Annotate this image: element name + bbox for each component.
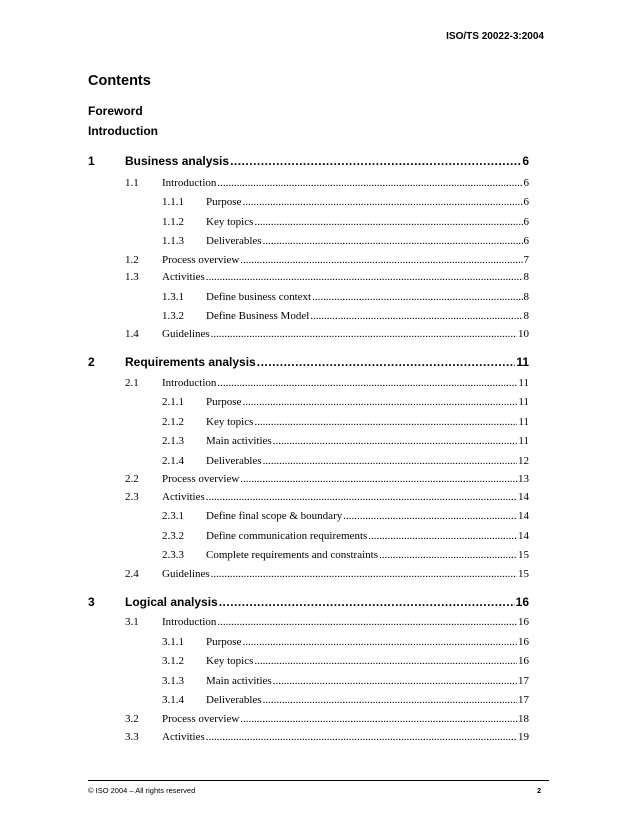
toc-entry-title: Key topics [206,655,254,667]
footer-page-number: 2 [537,786,542,795]
toc-entry-number: 2 [88,355,95,369]
toc-entry-level-2[interactable] [125,713,529,725]
toc-entry-title: Define Business Model [206,310,310,322]
toc-entry-level-2[interactable] [125,254,529,266]
toc-dot-leader [254,416,517,428]
toc-entry-level-3[interactable] [162,235,529,247]
toc-entry-page: 14 [518,510,529,522]
toc-entry-title: Process overview [162,713,240,725]
toc-entry-title: Purpose [206,636,242,648]
toc-front-entry-introduction[interactable]: Introduction [88,124,158,138]
toc-entry-number: 1.2 [125,254,139,266]
toc-entry-level-3[interactable] [162,530,529,542]
toc-front-entry-foreword[interactable]: Foreword [88,104,143,118]
toc-entry-title: Activities [162,731,205,743]
contents-heading: Contents [88,73,151,89]
toc-entry-page: 14 [518,491,529,503]
toc-entry-page: 11 [518,416,529,428]
toc-entry-level-3[interactable] [162,310,529,322]
toc-entry-number: 2.1.4 [162,455,184,467]
toc-entry-title: Key topics [206,216,254,228]
toc-entry-number: 1.3.1 [162,291,184,303]
toc-dot-leader [310,310,522,322]
toc-entry-number: 3.1.1 [162,636,184,648]
toc-entry-page: 6 [523,177,529,189]
toc-entry-level-3[interactable] [162,675,529,687]
toc-entry-number: 3.3 [125,731,139,743]
toc-entry-page: 8 [523,310,529,322]
toc-entry-page: 19 [518,731,529,743]
toc-entry-title: Complete requirements and constraints [206,549,378,561]
toc-entry-number: 1.1 [125,177,139,189]
toc-entry-page: 16 [518,655,529,667]
toc-dot-leader [242,636,517,648]
toc-entry-number: 3.2 [125,713,139,725]
toc-entry-page: 11 [516,355,529,369]
toc-entry-number: 1.1.2 [162,216,184,228]
toc-entry-level-3[interactable] [162,636,529,648]
toc-dot-leader [211,568,517,580]
toc-entry-title: Logical analysis [125,595,218,609]
toc-dot-leader [217,177,522,189]
toc-dot-leader [240,473,517,485]
toc-dot-leader [217,377,517,389]
toc-entry-level-3[interactable] [162,510,529,522]
toc-entry-number: 1.3 [125,271,139,283]
toc-entry-number: 3.1.4 [162,694,184,706]
toc-entry-title: Purpose [206,396,242,408]
document-id: ISO/TS 20022-3:2004 [446,31,544,42]
toc-entry-page: 17 [518,694,529,706]
toc-entry-page: 18 [518,713,529,725]
toc-entry-number: 2.1 [125,377,139,389]
toc-entry-title: Deliverables [206,235,262,247]
toc-entry-title: Key topics [206,416,254,428]
toc-entry-title: Deliverables [206,694,262,706]
toc-entry-page: 10 [518,328,529,340]
toc-entry-title: Process overview [162,254,240,266]
toc-entry-number: 1.1.3 [162,235,184,247]
toc-dot-leader [206,271,523,283]
toc-entry-level-2[interactable] [125,328,529,340]
toc-entry-level-2[interactable] [125,568,529,580]
toc-entry-title: Guidelines [162,568,210,580]
toc-entry-page: 8 [523,271,529,283]
toc-dot-leader [368,530,517,542]
toc-entry-title: Main activities [206,675,272,687]
toc-entry-page: 12 [518,455,529,467]
toc-dot-leader [219,595,515,609]
toc-entry-title: Process overview [162,473,240,485]
toc-entry-title: Main activities [206,435,272,447]
toc-entry-number: 2.3.3 [162,549,184,561]
toc-dot-leader [240,254,522,266]
toc-dot-leader [254,216,522,228]
toc-entry-number: 3.1 [125,616,139,628]
toc-entry-number: 1.3.2 [162,310,184,322]
toc-dot-leader [206,491,517,503]
toc-entry-page: 6 [523,196,529,208]
toc-entry-level-2[interactable] [125,731,529,743]
toc-entry-level-1[interactable] [88,595,529,609]
toc-entry-page: 16 [515,595,529,609]
toc-dot-leader [217,616,517,628]
toc-entry-level-2[interactable] [125,177,529,189]
toc-entry-page: 11 [518,377,529,389]
toc-dot-leader [263,235,523,247]
toc-entry-number: 2.2 [125,473,139,485]
footer-divider [88,780,549,781]
toc-entry-title: Define communication requirements [206,530,368,542]
toc-entry-page: 15 [518,568,529,580]
toc-dot-leader [230,154,521,168]
toc-entry-number: 1 [88,154,95,168]
toc-entry-title: Introduction [162,177,217,189]
toc-entry-level-3[interactable] [162,435,529,447]
toc-entry-number: 3 [88,595,95,609]
toc-entry-level-3[interactable] [162,291,529,303]
toc-entry-number: 2.3.2 [162,530,184,542]
toc-entry-title: Guidelines [162,328,210,340]
toc-dot-leader [254,655,517,667]
toc-entry-title: Activities [162,491,205,503]
toc-entry-number: 1.4 [125,328,139,340]
toc-entry-page: 17 [518,675,529,687]
toc-entry-number: 2.3.1 [162,510,184,522]
toc-entry-page: 11 [518,396,529,408]
toc-entry-title: Introduction [162,377,217,389]
toc-entry-level-1[interactable] [88,154,529,168]
toc-entry-title: Business analysis [125,154,230,168]
toc-entry-level-2[interactable] [125,473,529,485]
toc-dot-leader [343,510,517,522]
toc-entry-page: 8 [523,291,529,303]
toc-entry-number: 2.1.3 [162,435,184,447]
toc-entry-page: 11 [518,435,529,447]
toc-entry-number: 3.1.2 [162,655,184,667]
toc-entry-page: 7 [523,254,529,266]
toc-entry-page: 6 [522,154,529,168]
toc-dot-leader [211,328,517,340]
toc-entry-level-2[interactable] [125,491,529,503]
toc-dot-leader [240,713,517,725]
toc-entry-number: 2.1.2 [162,416,184,428]
toc-dot-leader [379,549,517,561]
toc-entry-title: Requirements analysis [125,355,256,369]
toc-entry-level-3[interactable] [162,196,529,208]
toc-entry-title: Define business context [206,291,312,303]
toc-dot-leader [242,396,517,408]
toc-entry-title: Define final scope & boundary [206,510,343,522]
toc-entry-level-3[interactable] [162,416,529,428]
toc-entry-title: Activities [162,271,205,283]
toc-dot-leader [273,675,517,687]
toc-dot-leader [263,694,517,706]
toc-entry-page: 6 [523,235,529,247]
toc-entry-page: 16 [518,636,529,648]
toc-entry-level-3[interactable] [162,549,529,561]
toc-entry-level-1[interactable] [88,355,529,369]
toc-entry-level-3[interactable] [162,396,529,408]
toc-entry-title: Introduction [162,616,217,628]
toc-entry-number: 1.1.1 [162,196,184,208]
toc-dot-leader [257,355,516,369]
toc-entry-level-3[interactable] [162,694,529,706]
toc-dot-leader [263,455,517,467]
toc-entry-level-3[interactable] [162,216,529,228]
toc-entry-number: 2.4 [125,568,139,580]
toc-entry-level-3[interactable] [162,655,529,667]
toc-dot-leader [312,291,522,303]
toc-entry-page: 13 [518,473,529,485]
toc-dot-leader [242,196,522,208]
toc-entry-level-3[interactable] [162,455,529,467]
toc-dot-leader [206,731,517,743]
toc-entry-number: 2.1.1 [162,396,184,408]
toc-entry-page: 16 [518,616,529,628]
toc-entry-page: 14 [518,530,529,542]
toc-entry-level-2[interactable] [125,377,529,389]
toc-entry-number: 3.1.3 [162,675,184,687]
toc-entry-page: 15 [518,549,529,561]
toc-dot-leader [273,435,518,447]
toc-entry-number: 2.3 [125,491,139,503]
toc-entry-level-2[interactable] [125,271,529,283]
toc-entry-title: Purpose [206,196,242,208]
toc-entry-title: Deliverables [206,455,262,467]
toc-entry-page: 6 [523,216,529,228]
toc-entry-level-2[interactable] [125,616,529,628]
footer-copyright: © ISO 2004 – All rights reserved [88,786,196,795]
